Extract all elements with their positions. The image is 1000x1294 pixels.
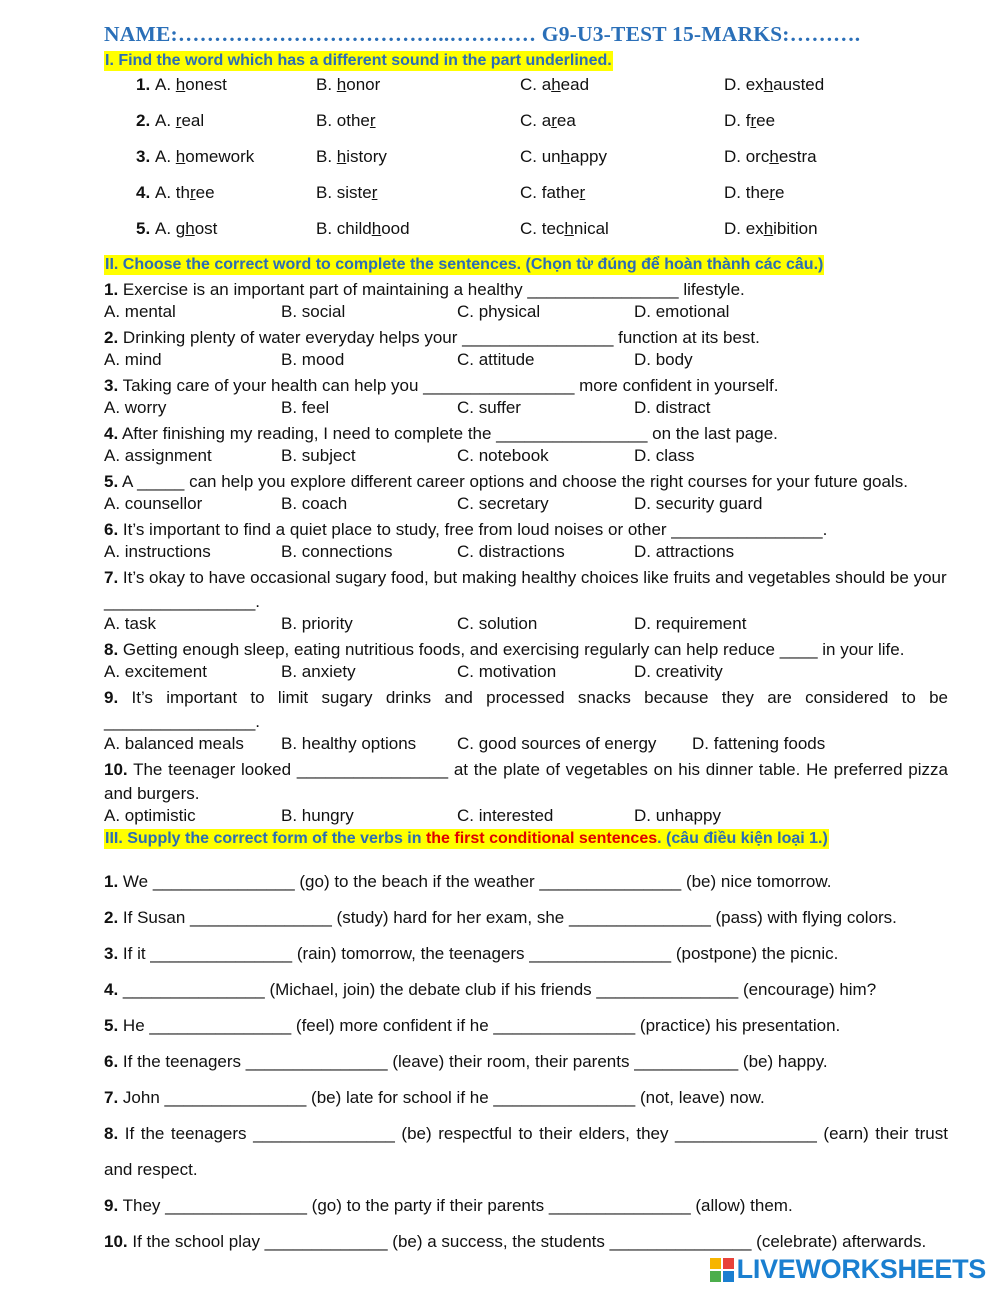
underlined-part: h <box>185 219 195 238</box>
question-text: They _______________ (go) to the party if their parents _______________ (allow) them. <box>118 1196 793 1215</box>
answer-option[interactable]: A. worry <box>104 398 167 417</box>
question-number: 9. <box>104 688 119 707</box>
question-number: 8. <box>104 1124 119 1143</box>
answer-option[interactable] <box>724 183 785 203</box>
underlined-part: r <box>371 183 378 202</box>
verb-question <box>104 864 948 900</box>
question-text: _______________ (Michael, join) the debate club if his friends _______________ (encourage) him? <box>118 980 877 999</box>
option-prefix: B. siste <box>316 183 372 202</box>
question-number: 4. <box>136 183 151 202</box>
question-number: 7. <box>104 1088 119 1107</box>
section-3-title <box>104 829 829 849</box>
answer-option[interactable]: C. secretary <box>457 494 549 513</box>
option-suffix: onest <box>185 75 227 94</box>
underlined-part: h <box>175 147 186 166</box>
question-text: Getting enough sleep, eating nutritious foods, and exercising regularly can help reduce ____ in your life. <box>118 640 905 659</box>
section-2-title: II. Choose the correct word to complete the sentences. (Chọn từ đúng để hoàn thành các câu.) <box>105 256 824 273</box>
option-suffix: eal <box>181 111 205 130</box>
option-prefix: A. <box>155 147 176 166</box>
option-prefix: C. un <box>520 147 561 166</box>
verb-question <box>104 936 948 972</box>
option-prefix: C. fathe <box>520 183 580 202</box>
question-sentence <box>104 758 948 806</box>
answer-option[interactable]: A. assignment <box>104 446 212 465</box>
answer-option[interactable] <box>520 147 607 167</box>
option-suffix: appy <box>570 147 607 166</box>
answer-option[interactable]: B. subject <box>281 446 356 465</box>
answer-option[interactable] <box>520 75 589 95</box>
underlined-part: r <box>175 111 182 130</box>
question-number: 10. <box>104 760 128 779</box>
underlined-part: r <box>579 183 586 202</box>
option-prefix: B. <box>316 147 337 166</box>
option-prefix: B. child <box>316 219 372 238</box>
answer-option[interactable] <box>155 147 254 167</box>
underlined-part: h <box>175 75 186 94</box>
answer-option[interactable]: D. emotional <box>634 302 730 321</box>
question-sentence <box>104 566 948 614</box>
option-prefix: D. the <box>724 183 770 202</box>
answer-option[interactable]: C. motivation <box>457 662 557 681</box>
answer-option[interactable]: A. task <box>104 614 156 633</box>
answer-option[interactable]: A. instructions <box>104 542 211 561</box>
underlined-part: h <box>336 147 347 166</box>
underlined-part: h <box>763 219 774 238</box>
answer-option[interactable]: B. social <box>281 302 346 321</box>
question-number: 3. <box>136 147 151 166</box>
answer-option[interactable]: B. anxiety <box>281 662 356 681</box>
answer-option[interactable] <box>724 75 824 95</box>
answer-option[interactable]: C. distractions <box>457 542 565 561</box>
question-number: 9. <box>104 1196 119 1215</box>
question-sentence <box>104 470 948 494</box>
question-number: 10. <box>104 1232 128 1251</box>
question-number: 1. <box>104 280 119 299</box>
option-prefix: A. <box>155 75 176 94</box>
question-text: If the teenagers _______________ (leave) their room, their parents ___________ (be) happy. <box>118 1052 828 1071</box>
answer-option[interactable]: A. mental <box>104 302 176 321</box>
logo-text: LIVEWORKSHEETS <box>736 1254 986 1284</box>
question-number: 6. <box>104 1052 119 1071</box>
question-text: Drinking plenty of water everyday helps your ________________ function at its best. <box>118 328 760 347</box>
underlined-part: h <box>336 75 347 94</box>
option-prefix: D. orc <box>724 147 770 166</box>
answer-option[interactable]: C. physical <box>457 302 541 321</box>
option-suffix: nical <box>573 219 609 238</box>
underlined-part: h <box>769 147 779 166</box>
option-prefix: C. tec <box>520 219 565 238</box>
answer-option[interactable] <box>316 75 380 95</box>
option-prefix: A. <box>155 111 176 130</box>
answer-option[interactable] <box>316 147 387 167</box>
verb-question <box>104 972 948 1008</box>
answer-option[interactable] <box>155 183 215 203</box>
question-number: 3. <box>104 944 119 963</box>
option-suffix: ee <box>195 183 215 202</box>
underlined-part: r <box>369 111 376 130</box>
question-sentence <box>104 638 948 662</box>
section-3-title-c: . (câu điều kiện loại 1.) <box>657 830 828 847</box>
answer-option[interactable] <box>724 111 775 131</box>
option-suffix: istory <box>346 147 387 166</box>
question-number: 2. <box>136 111 151 130</box>
answer-option[interactable]: A. excitement <box>104 662 207 681</box>
question-number: 2. <box>104 328 119 347</box>
section-3-title-a: III. Supply the correct form of the verbs in <box>105 830 426 847</box>
answer-option[interactable]: C. attitude <box>457 350 535 369</box>
option-suffix: onor <box>346 75 381 94</box>
underlined-part: h <box>551 75 561 94</box>
answer-option[interactable]: C. notebook <box>457 446 549 465</box>
answer-option[interactable] <box>155 219 217 239</box>
option-suffix: e <box>775 183 785 202</box>
answer-option[interactable]: A. counsellor <box>104 494 203 513</box>
answer-option[interactable]: C. interested <box>457 806 554 825</box>
section-1-title: I. Find the word which has a different sound in the part underlined. <box>105 52 612 69</box>
answer-option[interactable]: A. optimistic <box>104 806 196 825</box>
underlined-part: h <box>560 147 571 166</box>
question-text: It’s okay to have occasional sugary food, but making healthy choices like fruits and vegetables should be your ________________. <box>104 568 947 611</box>
answer-option[interactable]: D. security guard <box>634 494 763 513</box>
answer-option[interactable]: C. solution <box>457 614 538 633</box>
answer-option[interactable]: B. feel <box>281 398 330 417</box>
underlined-part: h <box>371 219 382 238</box>
question-number: 1. <box>136 75 151 94</box>
question-number: 3. <box>104 376 119 395</box>
answer-option[interactable] <box>155 111 204 131</box>
question-number: 5. <box>136 219 151 238</box>
liveworksheets-logo <box>710 1254 986 1285</box>
option-suffix: ead <box>560 75 590 94</box>
question-number: 4. <box>104 424 119 443</box>
verb-question <box>104 1044 948 1080</box>
option-suffix: ee <box>756 111 776 130</box>
answer-option[interactable]: B. coach <box>281 494 348 513</box>
option-suffix: omework <box>185 147 255 166</box>
verb-question <box>104 1080 948 1116</box>
answer-option[interactable]: D. unhappy <box>634 806 721 825</box>
answer-option[interactable] <box>520 183 585 203</box>
option-prefix: D. ex <box>724 219 764 238</box>
option-suffix: estra <box>778 147 817 166</box>
underlined-part: h <box>564 219 574 238</box>
question-sentence <box>104 422 948 446</box>
answer-option[interactable] <box>520 111 576 131</box>
answer-option[interactable]: B. connections <box>281 542 393 561</box>
option-prefix: B. <box>316 75 337 94</box>
answer-option[interactable]: D. distract <box>634 398 711 417</box>
option-prefix: A. th <box>155 183 190 202</box>
underlined-part: r <box>750 111 757 130</box>
question-sentence <box>104 518 948 542</box>
answer-option[interactable]: B. hungry <box>281 806 354 825</box>
verb-question <box>104 1188 948 1224</box>
verb-question <box>104 900 948 936</box>
verb-question <box>104 1116 948 1188</box>
question-text: If the school play _____________ (be) a success, the students _______________ (celebrate) afterwards. <box>127 1232 927 1251</box>
question-text: A _____ can help you explore different career options and choose the right courses for your future goals. <box>118 472 908 491</box>
answer-option[interactable]: C. suffer <box>457 398 521 417</box>
question-sentence <box>104 686 948 734</box>
answer-option[interactable]: A. mind <box>104 350 162 369</box>
underlined-part: r <box>551 111 557 130</box>
answer-option[interactable] <box>155 75 227 95</box>
answer-option[interactable]: D. fattening foods <box>692 734 826 753</box>
worksheet-header: NAME:………………………………..………… G9-U3-TEST 15-MARKS:………. <box>104 22 861 46</box>
underlined-part: r <box>769 183 776 202</box>
option-prefix: B. othe <box>316 111 370 130</box>
question-text: John _______________ (be) late for school if he _______________ (not, leave) now. <box>118 1088 765 1107</box>
answer-option[interactable]: D. body <box>634 350 693 369</box>
answer-option[interactable]: D. requirement <box>634 614 747 633</box>
option-suffix: ea <box>556 111 576 130</box>
option-suffix: ood <box>381 219 410 238</box>
question-text: After finishing my reading, I need to complete the ________________ on the last page. <box>118 424 778 443</box>
answer-option[interactable]: B. mood <box>281 350 345 369</box>
question-number: 4. <box>104 980 119 999</box>
question-number: 7. <box>104 568 119 587</box>
answer-option[interactable]: B. priority <box>281 614 353 633</box>
option-prefix: D. f <box>724 111 751 130</box>
answer-option[interactable]: B. healthy options <box>281 734 417 753</box>
option-suffix: ibition <box>773 219 818 238</box>
answer-option[interactable]: D. attractions <box>634 542 735 561</box>
answer-option[interactable]: A. balanced meals <box>104 734 244 753</box>
underlined-part: r <box>189 183 196 202</box>
answer-option[interactable] <box>724 147 817 167</box>
question-text: It’s important to limit sugary drinks and processed snacks because they are considered to be ________________. <box>104 688 948 731</box>
question-sentence <box>104 278 948 302</box>
underlined-part: h <box>763 75 774 94</box>
answer-option[interactable]: D. creativity <box>634 662 723 681</box>
option-prefix: A. g <box>155 219 186 238</box>
answer-option[interactable]: D. class <box>634 446 695 465</box>
question-text: He _______________ (feel) more confident if he _______________ (practice) his presentation. <box>118 1016 841 1035</box>
question-text: It’s important to find a quiet place to study, free from loud noises or other ________________. <box>118 520 828 539</box>
option-prefix: C. a <box>520 75 552 94</box>
question-text: If the teenagers _______________ (be) respectful to their elders, they _______________ (earn) their trust and respect. <box>104 1124 948 1179</box>
question-number: 8. <box>104 640 119 659</box>
question-number: 6. <box>104 520 119 539</box>
answer-option[interactable] <box>316 183 377 203</box>
answer-option[interactable] <box>520 219 609 239</box>
question-sentence <box>104 326 948 350</box>
answer-option[interactable] <box>316 219 410 239</box>
question-sentence <box>104 374 948 398</box>
question-text: The teenager looked ________________ at the plate of vegetables on his dinner table. He preferred pizza and burgers. <box>104 760 948 803</box>
option-prefix: C. a <box>520 111 552 130</box>
question-number: 5. <box>104 472 119 491</box>
option-prefix: D. ex <box>724 75 764 94</box>
question-text: If Susan _______________ (study) hard for her exam, she _______________ (pass) with flying colors. <box>118 908 897 927</box>
section-3-title-highlight: the first conditional sentences <box>425 830 658 847</box>
answer-option[interactable] <box>724 219 818 239</box>
answer-option[interactable] <box>316 111 376 131</box>
question-number: 2. <box>104 908 119 927</box>
question-text: Exercise is an important part of maintaining a healthy ________________ lifestyle. <box>118 280 745 299</box>
verb-question <box>104 1008 948 1044</box>
question-text: Taking care of your health can help you ________________ more confident in yourself. <box>118 376 779 395</box>
question-text: If it _______________ (rain) tomorrow, the teenagers _______________ (postpone) the picnic. <box>118 944 839 963</box>
question-number: 1. <box>104 872 119 891</box>
question-text: We _______________ (go) to the beach if the weather _______________ (be) nice tomorrow. <box>118 872 832 891</box>
option-suffix: austed <box>773 75 825 94</box>
logo-icon <box>710 1258 734 1282</box>
answer-option[interactable]: C. good sources of energy <box>457 734 657 753</box>
question-number: 5. <box>104 1016 119 1035</box>
option-suffix: ost <box>194 219 218 238</box>
